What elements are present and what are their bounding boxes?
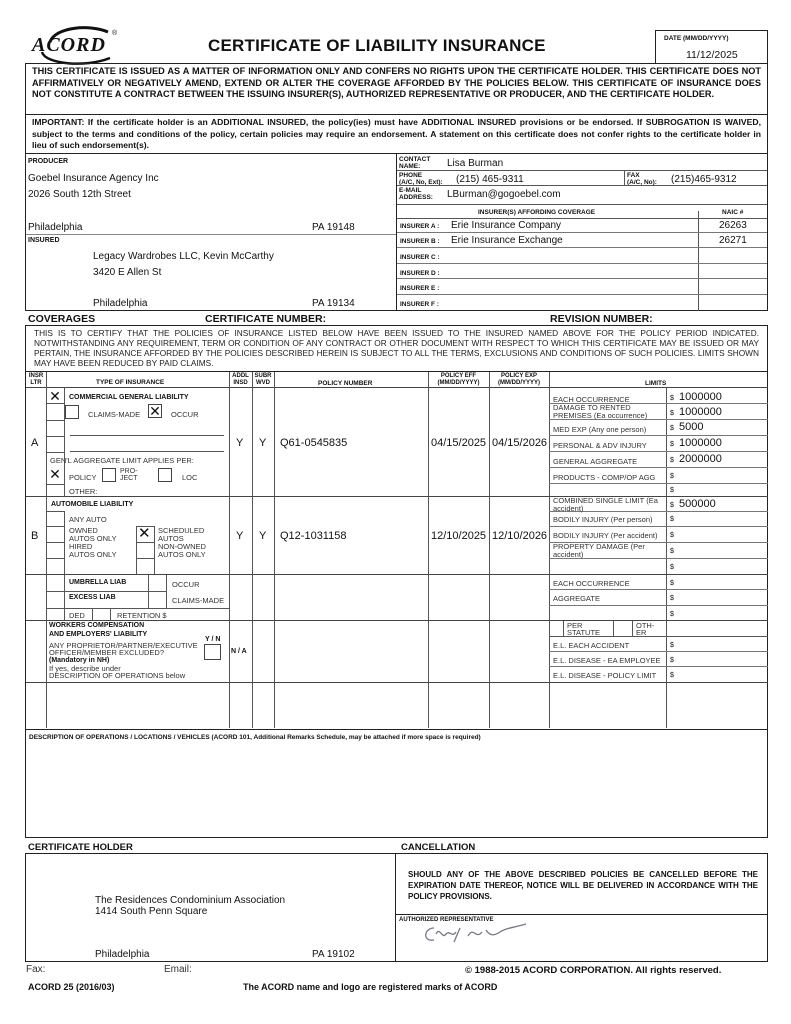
- disclaimer-box: [25, 63, 768, 115]
- gl-addl: Y: [236, 437, 244, 449]
- wc-stat-col-1: [563, 621, 564, 636]
- insured-state-zip: PA 19134: [312, 298, 355, 309]
- coverages-title: COVERAGES: [28, 313, 96, 325]
- auto-line-1: [46, 511, 65, 512]
- auto-policy-number: Q12-1031158: [280, 530, 347, 542]
- col-line-3: [252, 372, 253, 728]
- gl-limit-row: MED EXP (Any one person) $ 5000: [549, 420, 768, 436]
- auto-eff: 12/10/2025: [431, 530, 487, 542]
- insurer-naic: 26271: [719, 235, 747, 246]
- insurer-row-f: [397, 295, 767, 310]
- insurers-header: INSURER(S) AFFORDING COVERAGE: [478, 209, 596, 216]
- email-label: E-MAIL ADDRESS:: [399, 187, 433, 201]
- naic-header: NAIC #: [722, 209, 744, 216]
- coverages-statement: THIS IS TO CERTIFY THAT THE POLICIES OF INSURANCE LISTED BELOW HAVE BEEN ISSUED TO THE INSURED NAMED ABOVE FOR THE POLICY PERIOD INDICATED. NOTWITHSTANDING ANY REQUIREMENT, TERM OR CONDITION OF ANY CONTRACT OR OTHER DOCUMENT WITH RESPECT TO WHICH THIS CERTIFICATE MAY BE ISSUED OR MAY PERTAIN, THE INSURANCE AFFORDED BY THE POLICIES DESCRIBED HEREIN IS SUBJECT TO ALL THE TERMS, EXCLUSIONS AND CONDITIONS OF SUCH POLICIES. LIMITS SHOWN MAY HAVE BEEN REDUCED BY PAID CLAIMS.: [34, 328, 759, 368]
- gl-line-4: [46, 452, 65, 453]
- claims-made-label: CLAIMS-MADE: [88, 410, 141, 419]
- loc-label: LOC: [182, 473, 198, 482]
- insurer-name: Erie Insurance Company: [451, 220, 562, 231]
- producer-divider: [26, 234, 396, 235]
- other-label: OTHER:: [69, 487, 98, 496]
- gl-line-3: [46, 436, 65, 437]
- holder-state-zip: PA 19102: [312, 949, 355, 960]
- date-value: 11/12/2025: [686, 49, 738, 61]
- description-label: DESCRIPTION OF OPERATIONS / LOCATIONS / VEHICLES (ACORD 101, Additional Remarks Schedule, may be attached if more space is required): [29, 734, 481, 741]
- insurer-label: INSURER A :: [400, 223, 440, 230]
- project-checkbox[interactable]: [102, 468, 116, 482]
- workers-ifyes-2: DESCRIPTION OF OPERATIONS below: [49, 671, 186, 680]
- auto-limit-row: PROPERTY DAMAGE (Per accident) $: [549, 543, 768, 559]
- workers-title-2: AND EMPLOYERS' LIABILITY: [49, 631, 148, 638]
- producer-street: 2026 South 12th Street: [28, 189, 131, 200]
- gl-policy-number: Q61-0545835: [280, 437, 348, 449]
- auto-sched-col-r: [154, 526, 155, 574]
- policy-checkbox[interactable]: ✕: [49, 466, 61, 482]
- description-box: [25, 729, 768, 838]
- gl-limit-row: $: [670, 487, 674, 494]
- auto-line-2: [46, 526, 65, 527]
- cancellation-text: SHOULD ANY OF THE ABOVE DESCRIBED POLICIES BE CANCELLED BEFORE THE EXPIRATION DATE THEREOF, NOTICE WILL BE DELIVERED IN ACCORDANCE WITH THE POLICY PROVISIONS.: [408, 870, 758, 901]
- producer-city: Philadelphia: [28, 222, 83, 233]
- coverages-statement-box: [25, 325, 768, 372]
- workers-limit-row: E.L. DISEASE - EA EMPLOYEE $: [549, 652, 768, 667]
- copyright: © 1988-2015 ACORD CORPORATION. All rights reserved.: [465, 965, 722, 976]
- gl-limit-row: GENERAL AGGREGATE $ 2000000: [549, 452, 768, 468]
- policy-label: POLICY: [69, 473, 97, 482]
- umbrella-row-bottom: [26, 620, 768, 621]
- workers-limit-row: E.L. DISEASE - POLICY LIMIT $: [553, 671, 674, 680]
- per-statute-label: PER STATUTE: [567, 621, 601, 637]
- project-label: PRO- JECT: [120, 468, 138, 482]
- insurer-name: Erie Insurance Exchange: [451, 235, 563, 246]
- insurer-row-c: [397, 248, 767, 264]
- insured-city: Philadelphia: [93, 298, 148, 309]
- gl-line-5: [46, 484, 65, 485]
- col-subr: SUBR WVD: [254, 373, 272, 386]
- any-auto-label: ANY AUTO: [69, 515, 107, 524]
- disclaimer-text: THIS CERTIFICATE IS ISSUED AS A MATTER OF INFORMATION ONLY AND CONFERS NO RIGHTS UPON THE CERTIFICATE HOLDER. THIS CERTIFICATE DOES NOT AFFIRMATIVELY OR NEGATIVELY AMEND, EXTEND OR ALTER THE COVERAGE AFFORDED BY THE POLICIES BELOW. THIS CERTIFICATE OF INSURANCE DOES NOT CONSTITUTE A CONTRACT BETWEEN THE ISSUING INSURER(S), AUTHORIZED REPRESENTATIVE OR PRODUCER, AND THE CERTIFICATE HOLDER.: [32, 66, 761, 99]
- producer-state-zip: PA 19148: [312, 222, 355, 233]
- yn-label: Y / N: [205, 636, 221, 643]
- certificate-holder-box: [25, 853, 396, 962]
- insurer-label: INSURER F :: [400, 301, 439, 308]
- gl-limit-row: PRODUCTS - COMP/OP AGG $: [549, 468, 768, 484]
- umbrella-limit-row: AGGREGATE $: [549, 590, 768, 606]
- umb-ret-col: [110, 608, 111, 620]
- email-value: LBurman@gogoebel.com: [447, 189, 561, 200]
- col-exp: POLICY EXP (MM/DD/YYYY): [498, 373, 540, 386]
- fax-value: (215)465-9312: [671, 174, 737, 185]
- gl-title: COMMERCIAL GENERAL LIABILITY: [69, 394, 189, 401]
- col-line-6: [489, 372, 490, 728]
- gl-line-2: [46, 420, 65, 421]
- col-line-4: [274, 372, 275, 728]
- owned-autos-label: OWNED AUTOS ONLY: [69, 526, 117, 543]
- auto-exp: 12/10/2026: [492, 530, 548, 542]
- fax-label: FAX (A/C, No):: [627, 172, 657, 186]
- insurer-label: INSURER C :: [400, 254, 440, 261]
- loc-checkbox[interactable]: [158, 468, 172, 482]
- gl-insr-ltr: A: [31, 437, 39, 449]
- agg-applies-label: GEN'L AGGREGATE LIMIT APPLIES PER:: [50, 456, 194, 465]
- ded-label: DED: [69, 611, 85, 620]
- retention-label: RETENTION $: [117, 611, 167, 620]
- umb-line-2: [46, 608, 229, 609]
- wc-stat-col-3: [632, 621, 633, 636]
- form-id: ACORD 25 (2016/03): [28, 982, 115, 992]
- scheduled-autos-checkbox[interactable]: ✕: [138, 525, 151, 542]
- umb-col-1: [64, 575, 65, 620]
- insurer-row-e: [397, 279, 767, 295]
- umbrella-limit-row: $: [670, 611, 674, 618]
- registered-mark: ®: [112, 30, 118, 37]
- excess-label: EXCESS LIAB: [69, 594, 116, 601]
- phone-label: PHONE (A/C, No, Ext):: [399, 172, 443, 186]
- gl-checkbox[interactable]: ✕: [49, 388, 61, 404]
- gl-subr: Y: [259, 437, 267, 449]
- umbrella-occur-label: OCCUR: [172, 580, 200, 589]
- auto-limit-row: COMBINED SINGLE LIMIT (Ea accident) $ 500000: [549, 497, 768, 512]
- umbrella-limit-row: EACH OCCURRENCE $: [549, 575, 768, 590]
- acord-logo: [30, 22, 130, 68]
- contact-name-label: CONTACT NAME:: [399, 156, 431, 170]
- contact-divider-1: [397, 170, 767, 171]
- workers-ifyes-1: If yes, describe under: [49, 664, 121, 673]
- occur-checkbox[interactable]: ✕: [149, 403, 161, 419]
- important-box: [25, 114, 768, 154]
- auto-subr: Y: [259, 530, 267, 542]
- important-text: IMPORTANT: If the certificate holder is an ADDITIONAL INSURED, the policy(ies) must have ADDITIONAL INSURED provisions or be endorsed. If SUBROGATION IS WAIVED, subject to the terms and conditions of the policy, certain policies may require an endorsement. A statement on this certificate does not confer rights to the certificate holder in lieu of such endorsement(s).: [32, 117, 761, 150]
- umb-ded-col: [92, 608, 93, 620]
- other-er-label: OTH- ER: [636, 621, 655, 637]
- col-eff: POLICY EFF (MM/DD/YYYY): [437, 373, 480, 386]
- insurer-row-b: [397, 233, 767, 248]
- auto-limit-row: BODILY INJURY (Per person) $: [549, 512, 768, 527]
- revision-number-label: REVISION NUMBER:: [550, 313, 653, 325]
- page-title: CERTIFICATE OF LIABILITY INSURANCE: [208, 36, 546, 55]
- col-type: TYPE OF INSURANCE: [96, 379, 165, 386]
- footer-fax-label: Fax:: [26, 964, 46, 975]
- col-limits: LIMITS: [645, 380, 667, 387]
- cancellation-title: CANCELLATION: [401, 842, 476, 853]
- auto-sched-mid: [136, 542, 155, 543]
- workers-row-bottom: [26, 682, 768, 683]
- col-insr-ltr: INSR LTR: [28, 373, 44, 386]
- insurer-label: INSURER E :: [400, 285, 440, 292]
- insured-label: INSURED: [28, 237, 60, 244]
- auto-sched-bot: [136, 558, 155, 559]
- col-line-5: [428, 372, 429, 728]
- contact-divider-3: [397, 204, 767, 205]
- holder-name: The Residences Condominium Association: [95, 895, 286, 906]
- insurer-naic: 26263: [719, 220, 747, 231]
- col-addl: ADDL INSD: [232, 373, 249, 386]
- date-label: DATE (MM/DD/YYYY): [664, 35, 729, 42]
- insurer-label: INSURER B :: [400, 238, 440, 245]
- non-owned-autos-label: NON-OWNED AUTOS ONLY: [158, 542, 206, 559]
- scheduled-autos-label: SCHEDULED AUTOS: [158, 526, 205, 543]
- workers-title-1: WORKERS COMPENSATION: [49, 622, 145, 629]
- certificate-number-label: CERTIFICATE NUMBER:: [205, 313, 327, 325]
- producer-name: Goebel Insurance Agency Inc: [28, 173, 159, 184]
- workers-mandatory: (Mandatory in NH): [49, 657, 110, 664]
- auto-insr-ltr: B: [31, 530, 39, 542]
- holder-city: Philadelphia: [95, 949, 150, 960]
- gl-exp: 04/15/2026: [492, 437, 548, 449]
- cancellation-box: [395, 853, 768, 962]
- auto-line-3: [46, 542, 65, 543]
- gl-limit-row: EACH OCCURRENCE $ 1000000: [549, 388, 768, 404]
- cancellation-divider: [396, 914, 767, 915]
- gl-blank-1: [70, 435, 224, 436]
- claims-made-checkbox[interactable]: [65, 405, 79, 419]
- gl-limit-row: DAMAGE TO RENTED PREMISES (Ea occurrence) $ 1000000: [549, 404, 768, 420]
- col-policy-number: POLICY NUMBER: [318, 380, 373, 387]
- insurer-row-d: [397, 264, 767, 279]
- gl-line-1: [46, 403, 65, 404]
- date-box: [655, 30, 768, 64]
- umbrella-claims-made-label: CLAIMS-MADE: [172, 596, 225, 605]
- phone-fax-divider: [624, 170, 625, 185]
- certificate-holder-title: CERTIFICATE HOLDER: [28, 842, 133, 853]
- auto-limit-row: $: [670, 564, 674, 571]
- logo-text: ACORD: [32, 34, 106, 56]
- contact-divider-2: [397, 185, 767, 186]
- col-line-2: [229, 372, 230, 728]
- col-line-1: [46, 372, 47, 728]
- umbrella-label: UMBRELLA LIAB: [69, 579, 127, 586]
- umb-line-1: [46, 591, 167, 592]
- workers-excluded-checkbox[interactable]: [204, 644, 221, 660]
- insurer-row-a: [397, 218, 767, 233]
- workers-limit-row: E.L. EACH ACCIDENT $: [549, 637, 768, 652]
- contact-name: Lisa Burman: [447, 158, 504, 169]
- workers-q2: OFFICER/MEMBER EXCLUDED?: [49, 648, 165, 657]
- trademark: The ACORD name and logo are registered marks of ACORD: [243, 982, 498, 992]
- auto-limit-row: BODILY INJURY (Per accident) $: [549, 527, 768, 543]
- workers-na: N / A: [231, 648, 247, 655]
- producer-label: PRODUCER: [28, 158, 69, 165]
- auto-line-4: [46, 558, 65, 559]
- auto-addl: Y: [236, 530, 244, 542]
- occur-label: OCCUR: [171, 410, 199, 419]
- gl-limit-row: PERSONAL & ADV INJURY $ 1000000: [549, 436, 768, 452]
- wc-stat-col-2: [613, 621, 614, 636]
- hired-autos-label: HIRED AUTOS ONLY: [69, 542, 117, 559]
- gl-blank-2: [70, 451, 224, 452]
- insured-name: Legacy Wardrobes LLC, Kevin McCarthy: [93, 251, 274, 262]
- insurer-label: INSURER D :: [400, 270, 440, 277]
- holder-street: 1414 South Penn Square: [95, 906, 208, 917]
- auto-title: AUTOMOBILE LIABILITY: [51, 501, 134, 508]
- auto-sched-col-l: [136, 526, 137, 574]
- insured-street: 3420 E Allen St: [93, 267, 162, 278]
- workers-q1: ANY PROPRIETOR/PARTNER/EXECUTIVE: [49, 641, 198, 650]
- footer-email-label: Email:: [164, 964, 192, 975]
- gl-eff: 04/15/2025: [431, 437, 487, 449]
- auth-rep-label: AUTHORIZED REPRESENTATIVE: [399, 917, 494, 923]
- signature-icon: [416, 922, 546, 946]
- phone-value: (215) 465-9311: [456, 174, 524, 185]
